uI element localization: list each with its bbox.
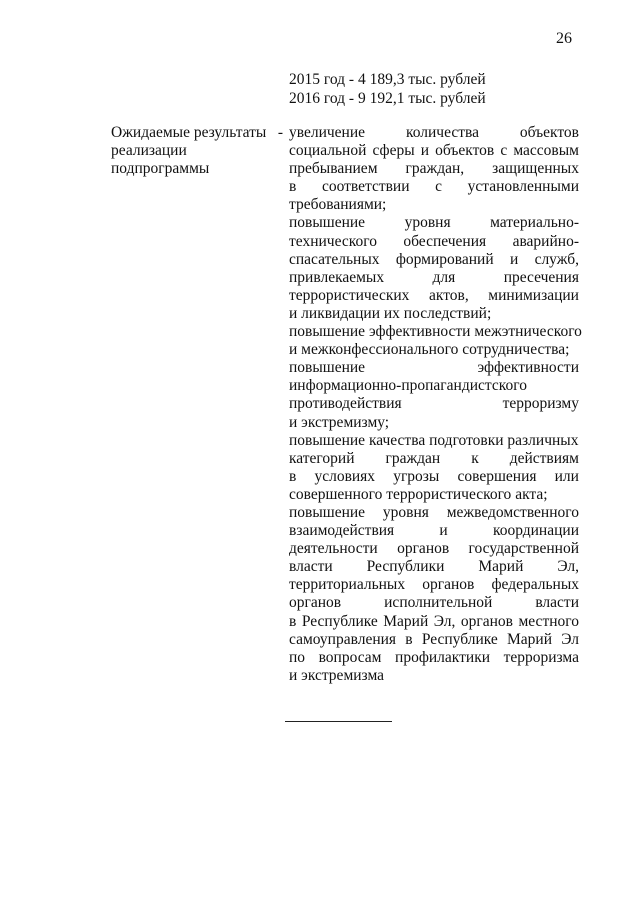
result-word: Марий — [383, 612, 429, 630]
result-word: увеличение — [289, 124, 366, 141]
result-word: и — [420, 142, 430, 160]
result-word: пресечения — [503, 268, 579, 286]
result-word: и — [289, 666, 298, 684]
result-text-line — [289, 377, 579, 395]
funding-line-2015: 2015 год - 4 189,3 тыс. рублей — [289, 71, 486, 88]
result-word: местного — [518, 612, 579, 630]
result-text-line — [289, 142, 579, 160]
result-word: органов — [397, 540, 450, 558]
result-text-line — [289, 649, 579, 667]
result-word: актов, — [429, 286, 469, 304]
result-word: социальной — [289, 142, 367, 160]
result-text-line — [289, 504, 579, 522]
result-text-line — [289, 233, 579, 251]
result-text-line — [289, 305, 579, 323]
result-text-line — [289, 450, 579, 468]
result-word: действиям — [509, 449, 579, 467]
results-label-line: реализации — [111, 142, 187, 160]
result-word: технического — [289, 232, 377, 250]
result-word: и — [289, 341, 298, 359]
result-word: требованиями; — [289, 196, 387, 214]
result-word: эффективности — [477, 359, 579, 377]
result-word: исполнительной — [384, 594, 493, 612]
result-word: или — [554, 467, 579, 485]
result-text-line — [289, 468, 579, 486]
result-text-line — [289, 287, 579, 305]
results-label-cell — [111, 124, 283, 178]
result-word: и — [509, 250, 519, 268]
results-label-line — [111, 124, 283, 142]
result-word: уровня — [404, 214, 451, 232]
result-word: эффективности — [368, 323, 471, 341]
result-word: координации — [492, 522, 579, 540]
result-word: различных — [507, 431, 579, 449]
result-word: власти — [289, 558, 333, 576]
result-word: Марий — [507, 630, 553, 648]
result-word: минимизации — [488, 286, 579, 304]
result-word: для — [432, 268, 456, 286]
result-text-line — [289, 667, 579, 685]
result-word: сотрудничества; — [462, 341, 570, 359]
page-number: 26 — [556, 30, 572, 47]
result-text-line — [289, 323, 582, 341]
result-word: ликвидации — [301, 304, 380, 322]
result-word: по — [289, 648, 306, 666]
result-text-line — [289, 214, 579, 232]
result-word: уровня — [382, 503, 429, 521]
result-word: обеспечения — [403, 232, 487, 250]
result-text-line — [289, 251, 579, 269]
result-word: соответствии — [321, 178, 410, 196]
result-word: сферы — [372, 142, 415, 160]
result-word: совершенного — [289, 485, 383, 503]
result-word: угрозы — [393, 467, 440, 485]
result-word: межведомственного — [446, 503, 579, 521]
result-word: количества — [405, 124, 479, 141]
result-text-line — [289, 160, 579, 178]
end-divider-line — [285, 721, 392, 722]
result-text-line — [289, 395, 579, 413]
result-word: материально- — [490, 214, 579, 232]
result-text-line — [289, 576, 579, 594]
result-word: противодействия — [289, 395, 402, 413]
result-word: органов — [289, 594, 342, 612]
result-word: спасательных — [289, 250, 380, 268]
result-word: экстремизму; — [301, 413, 390, 431]
result-word: повышение — [289, 431, 366, 449]
result-word: совершения — [457, 467, 537, 485]
result-text-line — [289, 432, 579, 450]
result-word: территориальных — [289, 576, 406, 594]
result-word: Республике — [301, 612, 378, 630]
result-word: в — [289, 612, 297, 630]
result-word: взаимодействия — [289, 522, 395, 540]
result-word: Республике — [421, 630, 498, 648]
result-word: граждан — [385, 449, 441, 467]
result-word: массовым — [513, 142, 579, 160]
result-word: Эл, — [557, 558, 579, 576]
result-text-line — [289, 359, 579, 377]
funding-line-2016: 2016 год - 9 192,1 тыс. рублей — [289, 90, 486, 107]
result-word: профилактики — [395, 648, 491, 666]
result-word: с — [500, 142, 508, 160]
result-word: подготовки — [429, 431, 504, 449]
result-word: установленными — [467, 178, 579, 196]
result-word: государственной — [468, 540, 579, 558]
result-word: террористических — [289, 286, 410, 304]
result-word: вопросам — [318, 648, 382, 666]
result-word: к — [471, 449, 479, 467]
result-word: и — [289, 413, 298, 431]
result-word: в — [289, 467, 297, 485]
result-text-line — [289, 341, 579, 359]
result-word: самоуправления — [289, 630, 397, 648]
result-word: служб, — [534, 250, 579, 268]
result-word: повышение — [289, 503, 366, 521]
result-word: экстремизма — [301, 666, 385, 684]
result-word: органов — [422, 576, 475, 594]
result-text-line — [289, 196, 579, 214]
result-word: терроризму — [502, 395, 579, 413]
result-word: и — [289, 304, 298, 322]
result-word: аварийно- — [512, 232, 579, 250]
result-word: пребыванием — [289, 160, 378, 178]
result-word: категорий — [289, 449, 355, 467]
result-word: в — [289, 178, 297, 196]
result-word: власти — [535, 594, 579, 612]
result-word: Марий — [478, 558, 524, 576]
result-text-line — [289, 486, 579, 504]
result-text-line — [289, 631, 579, 649]
result-word: межконфессионального — [301, 341, 459, 359]
result-word: защищенных — [492, 160, 579, 178]
result-word: повышение — [289, 214, 366, 232]
result-word: деятельности — [289, 540, 378, 558]
result-word: последствий; — [403, 304, 492, 322]
result-word: объектов — [435, 142, 495, 160]
result-word: их — [383, 304, 400, 322]
result-text-line — [289, 124, 579, 142]
result-word: Республики — [366, 558, 445, 576]
result-word: привлекаемых — [289, 268, 385, 286]
result-word: Эл — [561, 630, 579, 648]
result-word: с — [435, 178, 443, 196]
result-text-line — [289, 522, 579, 540]
result-word: формирований — [395, 250, 494, 268]
results-label-line: подпрограммы — [111, 160, 210, 178]
result-word: органов — [460, 612, 513, 630]
result-word: информационно-пропагандистского — [289, 377, 527, 395]
result-word: межэтнического — [474, 323, 582, 341]
result-word: акта; — [515, 485, 548, 503]
result-word: терроризма — [503, 648, 579, 666]
result-word: условиях — [314, 467, 376, 485]
result-word: террористического — [386, 485, 512, 503]
result-text-line — [289, 414, 579, 432]
result-text-line — [289, 594, 579, 612]
result-word: и — [439, 522, 448, 540]
result-word: качества — [368, 431, 426, 449]
result-text-line — [289, 540, 579, 558]
result-word: в — [405, 630, 413, 648]
expected-results-text — [289, 124, 582, 685]
result-text-line — [289, 269, 579, 287]
result-word: федеральных — [491, 576, 579, 594]
result-text-line — [289, 613, 579, 631]
result-word: Эл, — [433, 612, 456, 630]
results-label-dash: - — [277, 124, 283, 141]
result-word: повышение — [289, 323, 366, 341]
results-label-text: Ожидаемые результаты — [111, 124, 267, 141]
result-text-line — [289, 178, 579, 196]
result-text-line — [289, 558, 579, 576]
result-word: объектов — [519, 124, 579, 141]
funding-block — [289, 70, 589, 108]
result-word: граждан, — [405, 160, 465, 178]
result-word: повышение — [289, 359, 366, 377]
